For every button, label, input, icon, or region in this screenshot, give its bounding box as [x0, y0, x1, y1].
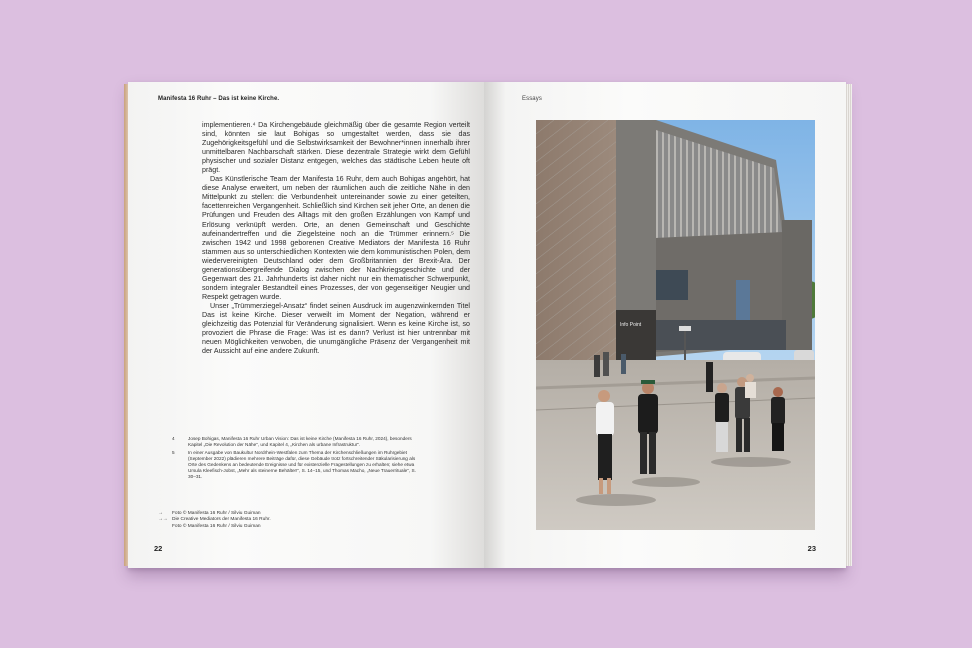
page-number-right: 23: [807, 544, 816, 553]
body-text: [202, 121, 470, 356]
footnote: [172, 450, 424, 480]
left-page: [128, 82, 484, 568]
credit-text: Die Creative Mediators der Manifesta 16 Ruhr.: [172, 517, 271, 523]
footnotes: [172, 436, 424, 482]
footnote-number: 5: [172, 450, 175, 455]
book-edge-right: [845, 84, 852, 566]
credit-spacer: [158, 524, 172, 530]
pedestrian: [706, 362, 713, 392]
footnote-text: In einer Ausgabe von Baukultur Nordrhein-Westfalen zum Thema der Kirchenschließungen im Ruhrgebiet (September 2022) plädieren mehrere Beiträge dafür, diese Gebäude trotz fortschreitender Säkularisierung als Orte des Gedenkens an bedeutende Ereignisse und für existenzielle Fragestellungen zu erhalten; siehe etwa Ursula Kleefisch-Jobst, „Mehr als steinerne Behälter!“, S. 14–15, und Thomas Macho, „Neue Trauerrituale“, S. 30–31.: [188, 450, 416, 479]
info-point-sign: Info Point: [620, 322, 642, 328]
credit-line: [158, 524, 358, 530]
pedestrian: [603, 352, 609, 376]
photo-credits: [158, 511, 358, 530]
display-window: [736, 280, 750, 320]
running-head-left: Manifesta 16 Ruhr – Das ist keine Kirche.: [158, 96, 280, 102]
credit-text: Foto © Manifesta 16 Ruhr / Silviu Guiman: [172, 511, 261, 516]
entrance: [616, 310, 656, 360]
building-side: [782, 220, 812, 350]
credit-text: Foto © Manifesta 16 Ruhr / Silviu Guiman: [172, 523, 261, 529]
building-tower-texture: [536, 120, 616, 360]
shadow: [576, 494, 656, 506]
footnote: [172, 436, 424, 448]
running-head-right: Essays: [522, 96, 542, 102]
paragraph-3: Unser „Trümmerziegel-Ansatz“ findet seinen Ausdruck im augenzwinkernden Titel Das ist keine Kirche. Dieser verweilt im Moment der Negation, während er gleichzeitig das Potenzial für Veränderung signalisiert. Wenn es keine Kirche ist, so provoziert die Phrase die Frage: Was ist es dann? Verlust ist hier untrennbar mit neuen Möglichkeiten verwoben, die unumgängliche Präsenz der Vergangenheit mit der Aussicht auf eine andere Zukunft.: [202, 301, 470, 356]
photo-building-and-people: [536, 120, 815, 530]
arrow-right-icon: →: [158, 511, 163, 516]
shadow: [711, 457, 791, 467]
footnote-text: Josep Bohigas, Manifesta 16 Ruhr Urban Vision: Das ist keine Kirche (Manifesta 16 Ruhr, 2024), besonders Kapitel „Die Revolution der Nähe“, und Kapitel 4, „Kirchen als urbane Infrastruktur“.: [188, 436, 412, 447]
glass-front: [656, 320, 786, 350]
paragraph-2: Das Künstlerische Team der Manifesta 16 Ruhr, dem auch Bohigas angehört, hat diese Analyse erweitert, um neben der räumlichen auch die zeitliche Nähe in den Mittelpunkt zu stellen: die Verbundenheit untereinander sowie zu einer geteilten, facettenreichen Vergangenheit. Schließlich sind Kirchen seit jeher Orte, an denen die Prüfungen und Freuden des Alltags mit den großen Erzählungen von Kampf und Erlösung verknüpft werden. Orte, an denen Gemeinschaft und Geschichte aufeinandertreffen und die Ziegelsteine noch an die Trümmer erinnern.⁵ Die zwischen 1942 und 1998 geborenen Creative Mediators der Manifesta 16 Ruhr stammen aus so unterschiedlichen Kontexten wie dem kommunistischen Polen, dem wiedervereinigten Deutschland oder dem Großbritannien der Brexit-Ära. Der generationsübergreifende Dialog zwischen der Nachkriegsgeschichte und der Gegenwart des 21. Jahrhunderts ist daher nicht nur ein thematischer Schwerpunkt, sondern integraler Bestandteil eines Prozesses, der von gegenseitiger Neugier und Respekt getragen wurde.: [202, 175, 470, 301]
display-window: [656, 270, 688, 300]
open-book: [128, 82, 846, 568]
street-sign: [679, 326, 691, 331]
shadow: [632, 477, 700, 487]
person-white-cardigan: [596, 390, 614, 494]
page-number-left: 22: [154, 544, 163, 553]
paragraph-1: implementieren.⁴ Da Kirchengebäude gleichmäßig über die gesamte Region verteilt sind, könnten sie laut Bohigas so umgestaltet werden, dass sie das Zugehörigkeitsgefühl und die Selbstwirksamkeit der Bewohner*innen innerhalb ihrer unmittelbaren Nachbarschaft stärken. Diese dezentrale Strategie wirkt dem Gefühl physischer und sozialer Distanz entgegen, welches das städtische Leben heute oft prägt.: [202, 121, 470, 175]
pedestrian: [594, 355, 600, 377]
double-arrow-right-icon: →→: [158, 517, 168, 523]
right-page: [484, 82, 846, 568]
footnote-number: 4: [172, 436, 175, 441]
pedestrian: [621, 354, 626, 374]
